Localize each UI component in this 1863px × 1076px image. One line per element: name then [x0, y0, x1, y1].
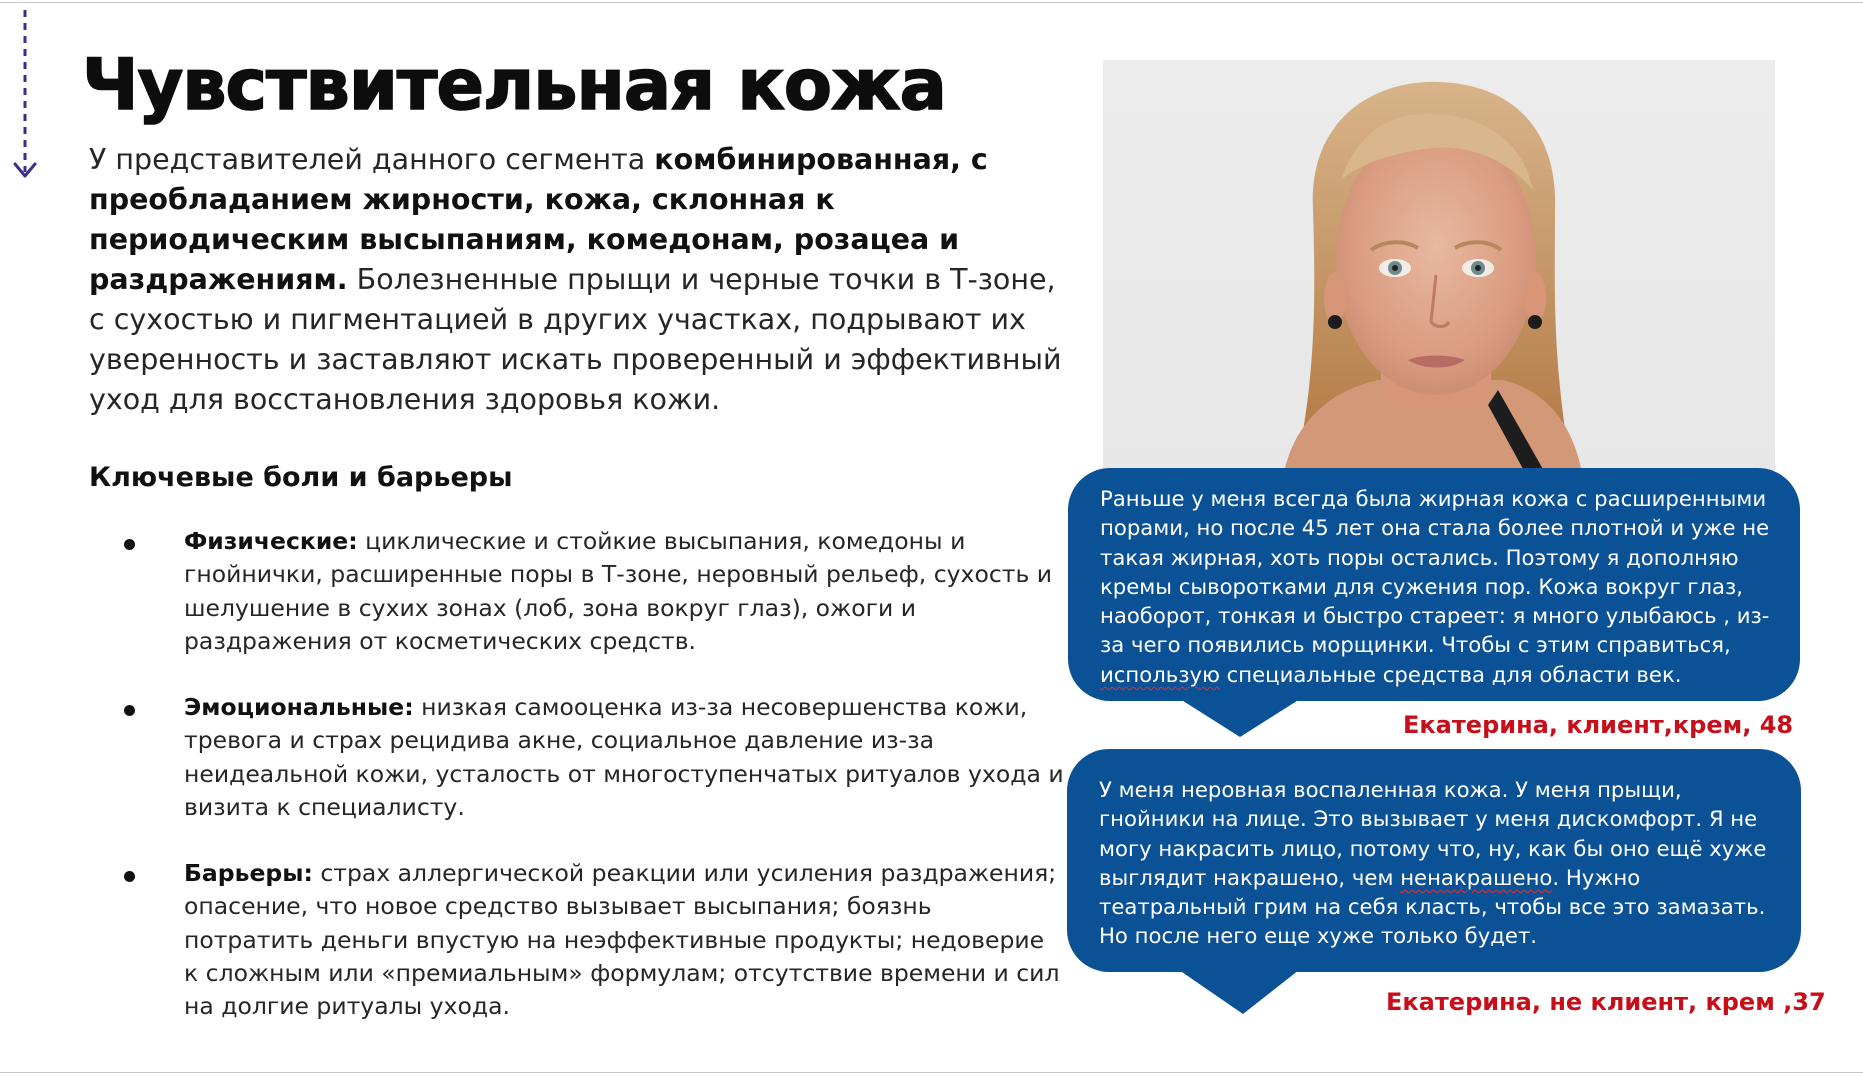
top-border: [0, 2, 1863, 3]
bottom-border: [0, 1072, 1863, 1073]
page-title: Чувствительная кожа: [82, 44, 946, 126]
quote-bubble-2: [1067, 749, 1801, 972]
quote-text-part: У меня неровная воспаленная кожа. У меня прыщи, гнойники на лице. Это вызывает у меня дискомфорт. Я не могу накрасить лицо, потому что, ну, как бы оно ещё хуже выглядит накрашено, чем: [1099, 777, 1767, 890]
pain-item-physical: [184, 525, 1064, 658]
quote-author-2: Екатерина, не клиент, крем ,37: [1386, 988, 1826, 1016]
pain-text: страх аллергической реакции или усиления раздражения; опасение, что новое средство вызывает высыпания; боязнь потратить деньги впустую на неэффективные продукты; недоверие к сложным или «премиальным» формулам; отсутствие времени и сил на долгие ритуалы ухода.: [184, 859, 1060, 1021]
pain-label: Физические:: [184, 527, 358, 555]
pains-heading: Ключевые боли и барьеры: [89, 462, 513, 493]
spellcheck-marked-word: ненакрашено: [1400, 864, 1553, 890]
pain-label: Барьеры:: [184, 859, 313, 887]
intro-paragraph: [89, 140, 1079, 420]
portrait-photo: [1103, 60, 1775, 478]
pain-text: низкая самооценка из-за несовершенства кожи, тревога и страх рецидива акне, социальное давление из-за неидеальной кожи, усталость от многоступенчатых ритуалов ухода и визита к специалисту.: [184, 693, 1064, 821]
quote-text-part: Раньше у меня всегда была жирная кожа с расширенными порами, но после 45 лет она стала более плотной и уже не такая жирная, хоть поры остались. Поэтому я дополняю кремы сыворотками для сужения пор. Кожа вокруг глаз, наоборот, тонкая и быстро стареет: я много улыбаюсь , из-за чего появились морщинки. Чтобы с этим справиться,: [1100, 486, 1770, 658]
quote-bubble-2-tail: [1179, 970, 1299, 1016]
quote-text-2: [1099, 775, 1781, 951]
quote-author-1: Екатерина, клиент,крем, 48: [1403, 711, 1794, 739]
quote-text-1: [1100, 484, 1780, 689]
intro-text-1: У представителей данного сегмента: [89, 143, 655, 176]
quote-bubble-1: [1068, 468, 1800, 701]
pain-text: циклические и стойкие высыпания, комедоны и гнойнички, расширенные поры в Т-зоне, неровный рельеф, сухость и шелушение в сухих зонах (лоб, зона вокруг глаз), ожоги и раздражения от косметических средств.: [184, 527, 1053, 655]
intro-text-2: Болезненные прыщи и черные точки в Т-зоне, с сухостью и пигментацией в других участках, подрывают их уверенность и заставляют искать проверенный и эффективный уход для восстановления здоровья кожи.: [89, 263, 1062, 416]
pain-item-barriers: [184, 857, 1064, 1023]
bullet-icon: [124, 871, 135, 882]
quote-text-part: специальные средства для области век.: [1219, 661, 1682, 687]
dashed-down-arrow-icon: [12, 8, 42, 184]
quote-text-part: . Нужно театральный грим на себя класть, чтобы все это замазать. Но после него еще хуже только будет.: [1099, 864, 1766, 949]
pain-label: Эмоциональные:: [184, 693, 414, 721]
quote-bubble-1-tail: [1180, 699, 1300, 739]
bullet-icon: [124, 705, 135, 716]
spellcheck-marked-word: использую: [1100, 661, 1220, 687]
bullet-icon: [124, 539, 135, 550]
intro-text-bold: комбинированная, с преобладанием жирности, кожа, склонная к периодическим высыпаниям, комедонам, розацеа и раздражениям.: [89, 143, 988, 296]
portrait-illustration: [1103, 60, 1775, 478]
pain-item-emotional: [184, 691, 1064, 824]
